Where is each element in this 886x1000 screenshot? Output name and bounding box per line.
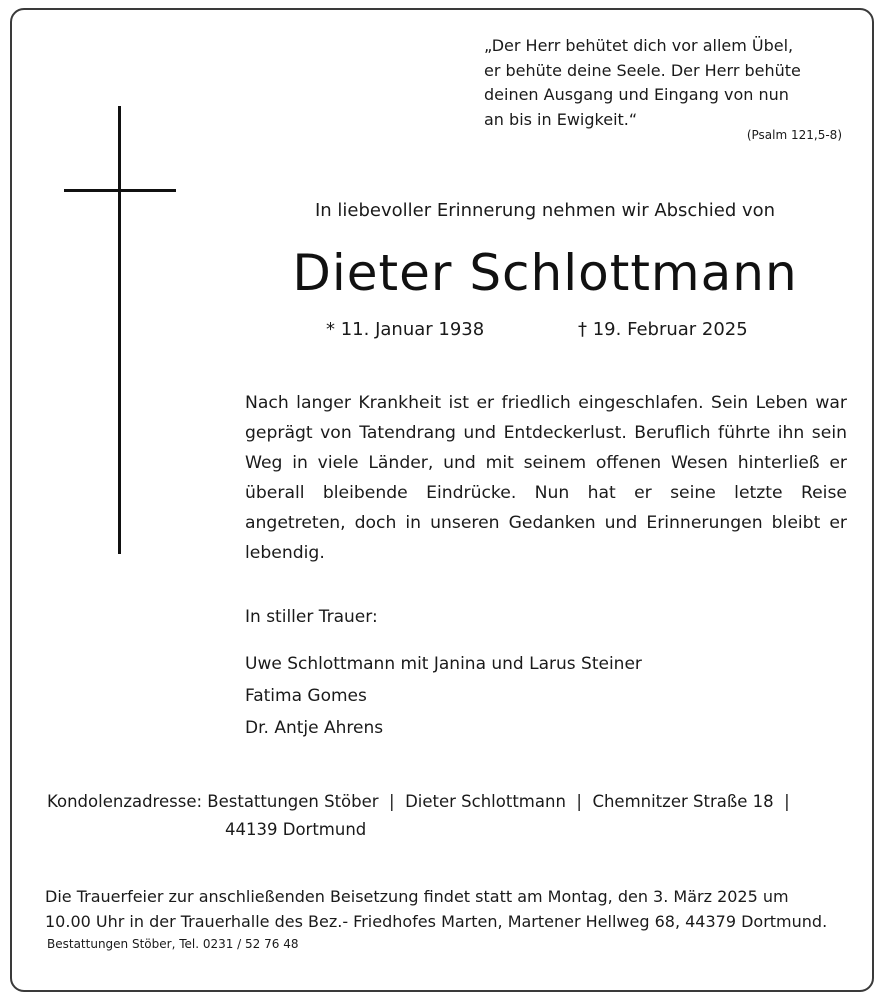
funeral-line: Die Trauerfeier zur anschließenden Beisetzung findet statt am Montag, den 3. März 2025 um [45,887,789,906]
mourning-heading: In stiller Trauer: [245,607,378,627]
funeral-line: 10.00 Uhr in der Trauerhalle des Bez.- Friedhofes Marten, Martener Hellweg 68, 44379 Dortmund. [45,911,828,931]
cross-icon-vertical [118,106,121,554]
condolence-city: 44139 Dortmund [225,820,367,839]
mourners-list [245,648,642,744]
deceased-name: Dieter Schlottmann [292,244,798,302]
mourner: Uwe Schlottmann mit Janina und Larus Steiner [245,654,642,674]
intro-text: In liebevoller Erinnerung nehmen wir Abschied von [314,200,776,221]
quote-source: (Psalm 121,5-8) [746,128,842,142]
cross-icon-horizontal [64,189,176,192]
mourner: Dr. Antje Ahrens [245,718,384,738]
mourner: Fatima Gomes [245,686,367,706]
quote-line: deinen Ausgang und Eingang von nun [484,85,789,104]
quote-line: an bis in Ewigkeit.“ [484,109,638,129]
quote-line: „Der Herr behütet dich vor allem Übel, [484,36,794,55]
funeral-home-contact: Bestattungen Stöber, Tel. 0231 / 52 76 48 [47,937,299,951]
psalm-quote [484,34,854,132]
funeral-info [45,885,860,934]
condolence-line: Kondolenzadresse: Bestattungen Stöber | Dieter Schlottmann | Chemnitzer Straße 18 | [47,792,790,811]
birth-date: * 11. Januar 1938 [326,319,485,340]
condolence-address [47,788,857,844]
obituary-text: Nach langer Krankheit ist er friedlich eingeschlafen. Sein Leben war geprägt von Tatendrang und Entdeckerlust. Beruflich führte ihn sein Weg in viele Länder, und mit seinem offenen Wesen hinterließ er überall bleibende Eindrücke. Nun hat er seine letzte Reise angetreten, doch in unseren Gedanken und Erinnerungen bleibt er lebendig. [245,393,847,563]
death-date: † 19. Februar 2025 [578,319,748,340]
quote-line: er behüte deine Seele. Der Herr behüte [484,60,801,80]
